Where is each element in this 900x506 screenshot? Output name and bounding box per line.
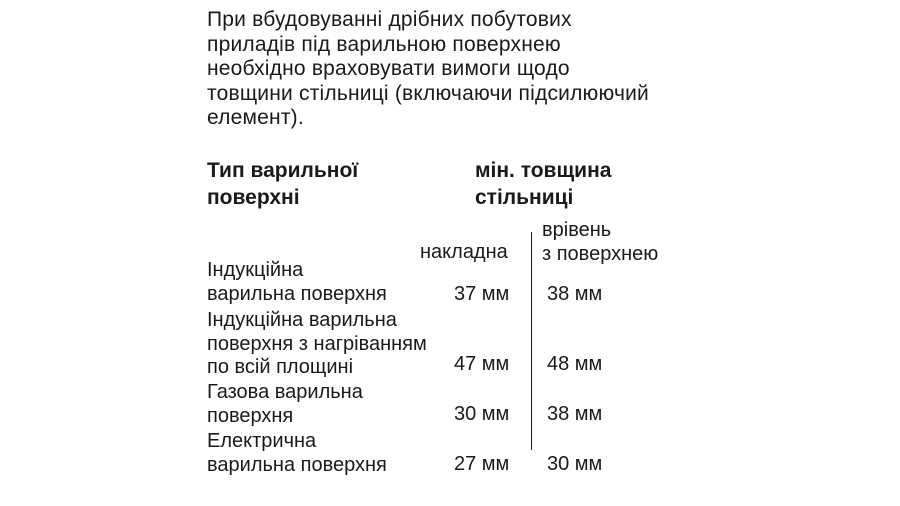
intro-paragraph xyxy=(207,8,767,131)
value-surface-induction: 37 мм xyxy=(454,283,510,305)
intro-line: приладів під варильною поверхнею xyxy=(207,32,561,56)
value-flush-induction: 38 мм xyxy=(547,283,603,305)
row-label-line: по всій площині xyxy=(207,356,354,378)
column-flush-line: врівень xyxy=(542,219,612,241)
header-type-line: Тип варильної xyxy=(207,159,359,182)
row-label-line: Індукційна xyxy=(207,259,304,281)
row-label-line: варильна поверхня xyxy=(207,453,387,476)
intro-line: При вбудовуванні дрібних побутових xyxy=(207,8,572,31)
row-label-line: варильна поверхня xyxy=(207,282,387,305)
intro-line: необхідно враховувати вимоги щодо xyxy=(207,57,570,80)
row-label-line: поверхня xyxy=(207,404,294,427)
row-label-line: поверхня з нагріванням xyxy=(207,332,427,355)
value-surface-induction-fullsurface: 47 мм xyxy=(454,353,510,375)
row-label-gas xyxy=(207,381,363,428)
row-label-induction xyxy=(207,259,387,306)
value-flush-electric: 30 мм xyxy=(547,453,603,475)
header-thickness-line: стільниці xyxy=(475,186,574,209)
column-divider xyxy=(531,232,532,450)
header-cooktop-type xyxy=(207,157,358,211)
header-thickness-line: мін. товщина xyxy=(475,159,612,182)
header-type-line: поверхні xyxy=(207,186,300,209)
column-flush-line: з поверхнею xyxy=(542,243,659,265)
intro-line: елемент). xyxy=(207,106,304,129)
column-header-surface: накладна xyxy=(420,241,508,263)
row-label-line: Газова варильна xyxy=(207,381,363,403)
header-min-thickness xyxy=(475,157,611,211)
row-label-line: Електрична xyxy=(207,430,317,452)
column-header-flush xyxy=(542,218,658,266)
value-flush-gas: 38 мм xyxy=(547,403,603,425)
intro-line: товщини стільниці (включаючи підсилюючий xyxy=(207,81,649,105)
row-label-induction-fullsurface xyxy=(207,309,427,380)
row-label-electric xyxy=(207,430,387,477)
row-label-line: Індукційна варильна xyxy=(207,309,397,331)
value-flush-induction-fullsurface: 48 мм xyxy=(547,353,603,375)
value-surface-electric: 27 мм xyxy=(454,453,510,475)
value-surface-gas: 30 мм xyxy=(454,403,510,425)
